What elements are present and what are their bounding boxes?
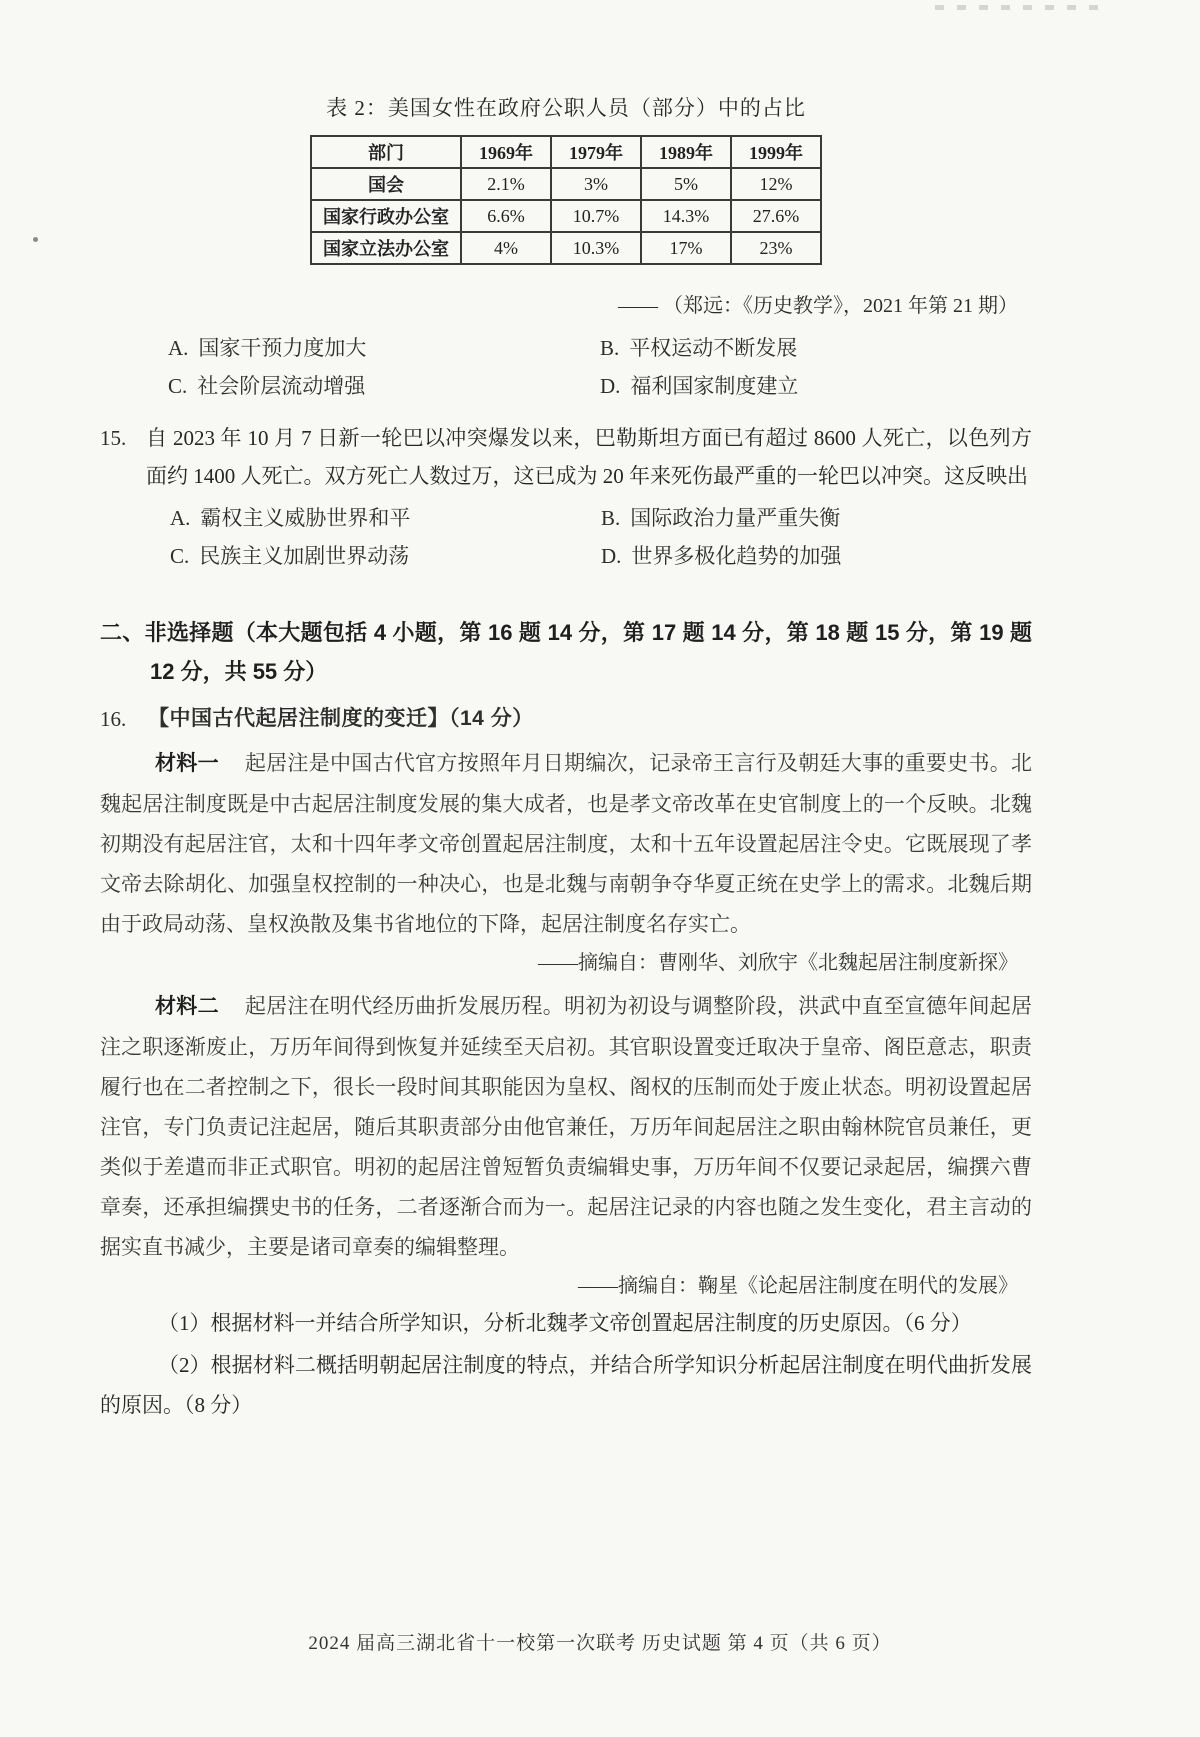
material-1-label: 材料一 xyxy=(155,752,219,775)
material-2-label: 材料二 xyxy=(155,995,219,1018)
table-row xyxy=(311,232,821,264)
option-label: D. xyxy=(600,374,621,398)
table-cell: 5% xyxy=(641,168,731,200)
table-header-cell: 1989年 xyxy=(641,136,731,168)
page-footer: 2024 届高三湖北省十一校第一次联考 历史试题 第 4 页（共 6 页） xyxy=(308,1633,892,1654)
table-cell: 10.3% xyxy=(551,232,641,264)
option-text: 世界多极化趋势的加强 xyxy=(631,544,842,568)
table-cell: 4% xyxy=(461,232,551,264)
table-cell: 12% xyxy=(731,168,821,200)
option-text: 国际政治力量严重失衡 xyxy=(630,506,841,530)
table-row xyxy=(311,168,821,200)
question-number: 15. xyxy=(100,426,127,450)
table-cell: 27.6% xyxy=(731,200,821,232)
option-b xyxy=(600,331,1032,365)
table-cell: 6.6% xyxy=(461,200,551,232)
option-c xyxy=(168,369,600,403)
option-text: 国家干预力度加大 xyxy=(198,336,367,360)
table-cell: 3% xyxy=(551,168,641,200)
scan-artifact xyxy=(33,237,38,242)
option-a xyxy=(170,501,601,535)
page-content xyxy=(100,0,1032,1425)
sub-question-2: （2）根据材料二概括明朝起居注制度的特点，并结合所学知识分析起居注制度在明代曲折发展的原因。（8 分） xyxy=(100,1353,1032,1417)
question-number: 16. xyxy=(100,707,127,731)
option-text: 霸权主义威胁世界和平 xyxy=(200,506,411,530)
material-1-text: 起居注是中国古代官方按照年月日期编次，记录帝王言行及朝廷大事的重要史书。北魏起居注制度既是中古起居注制度发展的集大成者，也是孝文帝改革在史官制度上的一个反映。北魏初期没有起居注官，太和十四年孝文帝创置起居注制度，太和十五年设置起居注令史。它既展现了孝文帝去除胡化、加强皇权控制的一种决心，也是北魏与南朝争夺华夏正统在史学上的需求。北魏后期由于政局动荡、皇权涣散及集书省地位的下降，起居注制度名存实亡。 xyxy=(100,751,1033,936)
option-label: C. xyxy=(168,374,188,398)
q14-source-citation: —— （郑远：《历史教学》，2021 年第 21 期） xyxy=(618,295,1018,317)
option-label: D. xyxy=(601,544,622,568)
material-1-source: ——摘编自：曹刚华、刘欣宇《北魏起居注制度新探》 xyxy=(538,952,1018,974)
q15-options xyxy=(146,501,1032,573)
statistics-table xyxy=(310,135,822,265)
q14-options xyxy=(100,331,1032,403)
table-cell: 10.7% xyxy=(551,200,641,232)
material-2-source: ——摘编自：鞠星《论起居注制度在明代的发展》 xyxy=(578,1275,1018,1297)
option-b xyxy=(601,501,1032,535)
question-stem: 自 2023 年 10 月 7 日新一轮巴以冲突爆发以来，巴勒斯坦方面已有超过 8600 人死亡，以色列方面约 1400 人死亡。双方死亡人数过万，这已成为 20 年来死伤最严重的一轮巴以冲突。这反映出 xyxy=(146,426,1032,488)
section-2-heading: 二、非选择题（本大题包括 4 小题，第 16 题 14 分，第 17 题 14 分，第 18 题 15 分，第 19 题 12 分，共 55 分） xyxy=(100,620,1032,684)
table-row xyxy=(311,200,821,232)
table-header-cell: 1999年 xyxy=(731,136,821,168)
table-cell: 14.3% xyxy=(641,200,731,232)
material-1-paragraph xyxy=(100,743,1032,944)
option-a xyxy=(168,331,600,365)
table-header-row xyxy=(311,136,821,168)
sub-question-1: （1）根据材料一并结合所学知识，分析北魏孝文帝创置起居注制度的历史原因。（6 分） xyxy=(158,1311,972,1335)
table-title: 表 2：美国女性在政府公职人员（部分）中的占比 xyxy=(326,96,806,120)
material-2-paragraph xyxy=(100,986,1032,1267)
option-label: A. xyxy=(168,336,189,360)
option-label: C. xyxy=(170,544,190,568)
option-text: 社会阶层流动增强 xyxy=(197,374,366,398)
option-label: B. xyxy=(601,506,621,530)
option-text: 福利国家制度建立 xyxy=(630,374,799,398)
table-cell: 国会 xyxy=(311,168,461,200)
option-label: B. xyxy=(600,336,620,360)
question-15 xyxy=(100,419,1032,573)
material-2-text: 起居注在明代经历曲折发展历程。明初为初设与调整阶段，洪武中直至宣德年间起居注之职逐渐废止，万历年间得到恢复并延续至天启初。其官职设置变迁取决于皇帝、阁臣意志，职责履行也在二者控制之下，很长一段时间其职能因为皇权、阁权的压制而处于废止状态。明初设置起居注官，专门负责记注起居，随后其职责部分由他官兼任，万历年间起居注之职由翰林院官员兼任，更类似于差遣而非正式职官。明初的起居注曾短暂负责编辑史事，万历年间不仅要记录起居，编撰六曹章奏，还承担编撰史书的任务，二者逐渐合而为一。起居注记录的内容也随之发生变化，君主言动的据实直书减少，主要是诸司章奏的编辑整理。 xyxy=(100,994,1033,1259)
option-d xyxy=(601,539,1032,573)
table-cell: 17% xyxy=(641,232,731,264)
table-header-cell: 1969年 xyxy=(461,136,551,168)
table-cell: 国家行政办公室 xyxy=(311,200,461,232)
table-cell: 23% xyxy=(731,232,821,264)
option-text: 平权运动不断发展 xyxy=(629,336,798,360)
table-header-cell: 1979年 xyxy=(551,136,641,168)
question-16-title: 【中国古代起居注制度的变迁】（14 分） xyxy=(148,707,534,730)
question-16-head xyxy=(100,703,1032,735)
option-c xyxy=(170,539,601,573)
option-d xyxy=(600,369,1032,403)
option-label: A. xyxy=(170,506,191,530)
table-cell: 2.1% xyxy=(461,168,551,200)
q14-table-block xyxy=(100,0,1032,265)
table-header-cell: 部门 xyxy=(311,136,461,168)
table-cell: 国家立法办公室 xyxy=(311,232,461,264)
option-text: 民族主义加剧世界动荡 xyxy=(199,544,410,568)
